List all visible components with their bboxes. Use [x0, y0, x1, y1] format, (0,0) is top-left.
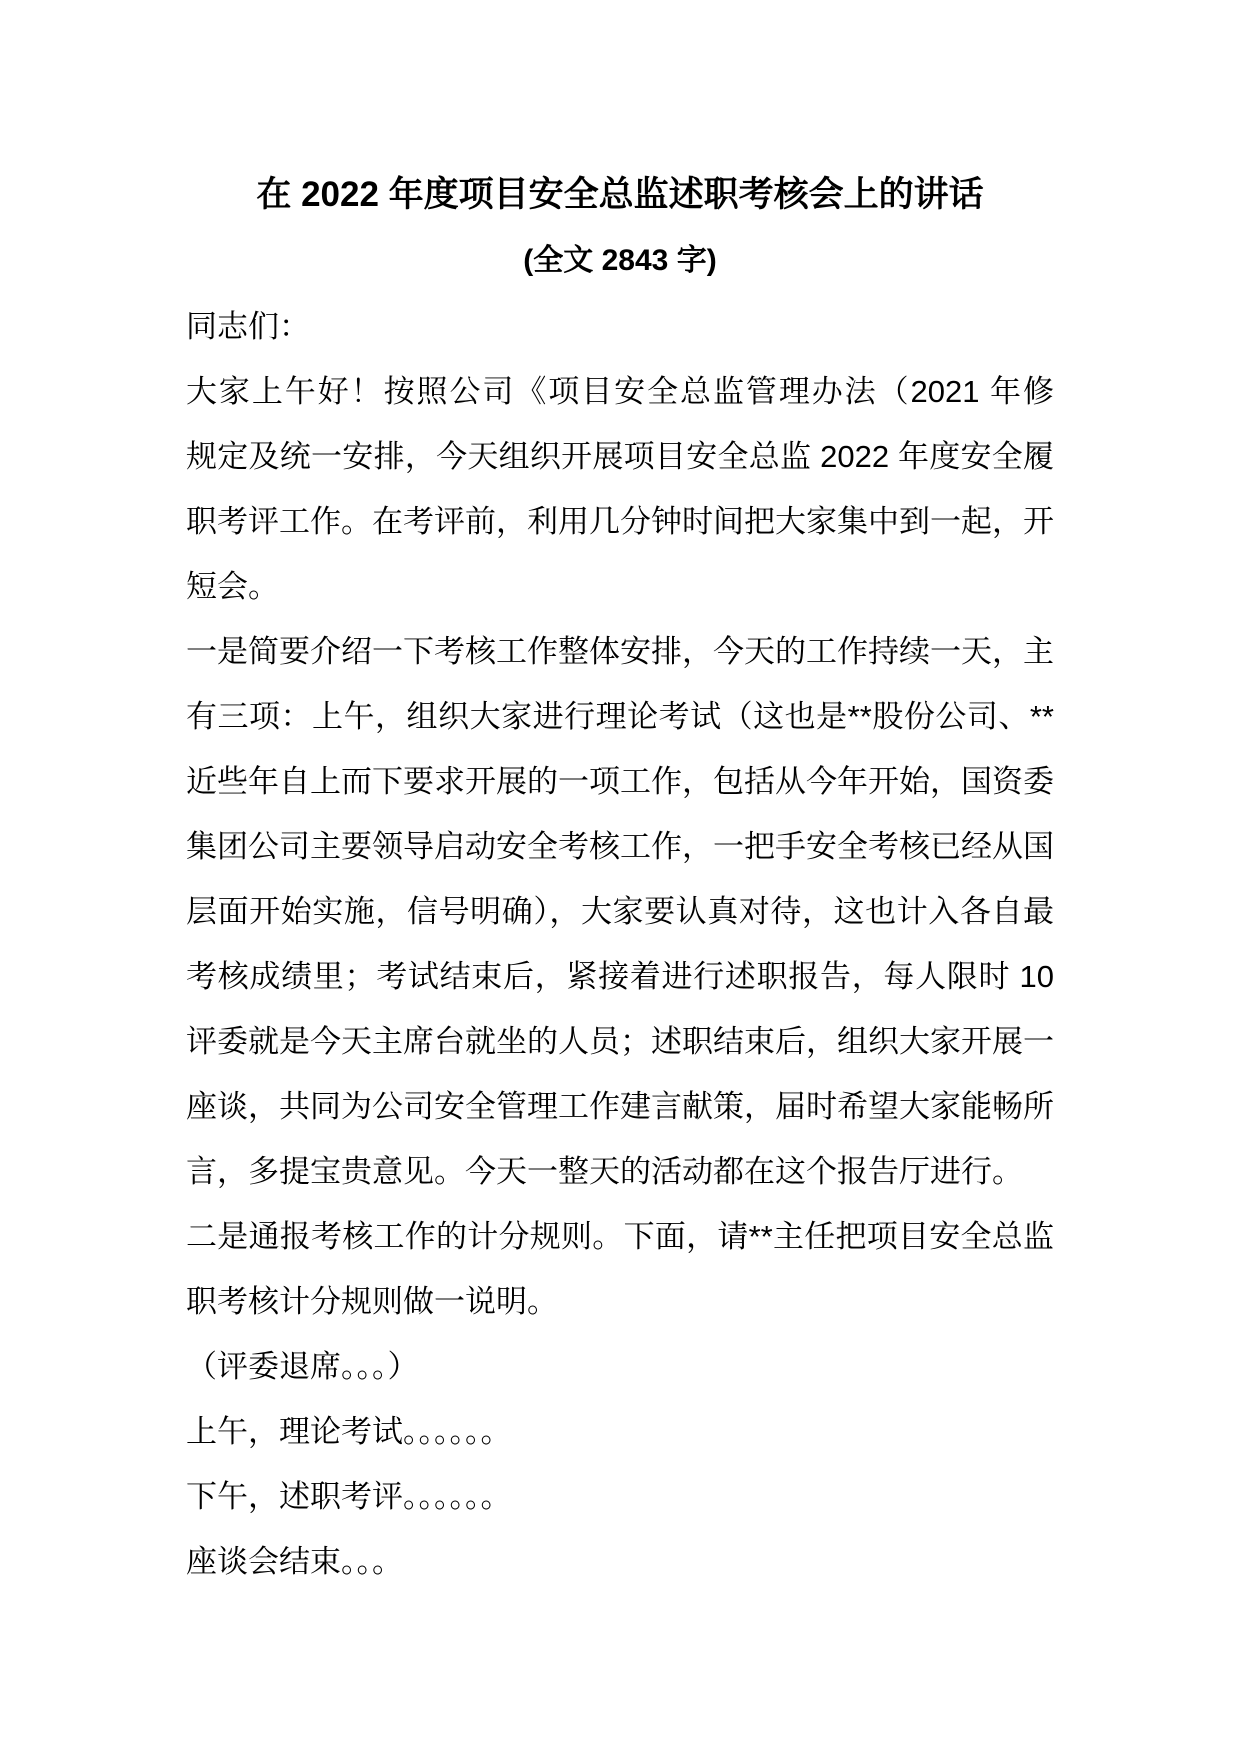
body-line: 座谈，共同为公司安全管理工作建言献策，届时希望大家能畅所	[186, 1089, 1054, 1124]
body-line: 职考核计分规则做一说明。	[186, 1284, 558, 1319]
body-line: 大家上午好！按照公司《项目安全总监管理办法（2021 年修	[186, 374, 1054, 409]
document-title: 在 2022 年度项目安全总监述职考核会上的讲话	[256, 175, 984, 214]
body-line: 言，多提宝贵意见。今天一整天的活动都在这个报告厅进行。	[186, 1154, 1023, 1189]
body-line: 集团公司主要领导启动安全考核工作，一把手安全考核已经从国	[186, 829, 1054, 864]
body-line: 有三项：上午，组织大家进行理论考试（这也是**股份公司、**	[186, 699, 1054, 734]
body-line: （评委退席。。。）	[186, 1349, 419, 1384]
body-line: 规定及统一安排，今天组织开展项目安全总监 2022 年度安全履	[186, 439, 1054, 474]
document-content	[186, 162, 1054, 1594]
body-line: 短会。	[186, 569, 279, 604]
body-line: 上午，理论考试。。。。。。	[186, 1414, 512, 1449]
body-line: 座谈会结束。。。	[186, 1544, 403, 1579]
body-line: 下午，述职考评。。。。。。	[186, 1479, 512, 1514]
body-line: 近些年自上而下要求开展的一项工作，包括从今年开始，国资委	[186, 764, 1054, 799]
body-line: 职考评工作。在考评前，利用几分钟时间把大家集中到一起，开	[186, 504, 1054, 539]
body-line: 层面开始实施，信号明确），大家要认真对待，这也计入各自最	[186, 894, 1054, 929]
body-line: 评委就是今天主席台就坐的人员；述职结束后，组织大家开展一	[186, 1024, 1054, 1059]
document-body	[186, 294, 1054, 1594]
body-line: 一是简要介绍一下考核工作整体安排，今天的工作持续一天，主	[186, 634, 1054, 669]
document-subtitle: (全文 2843 字)	[523, 244, 717, 277]
body-line: 考核成绩里；考试结束后，紧接着进行述职报告，每人限时 10	[186, 959, 1054, 994]
body-line: 二是通报考核工作的计分规则。下面，请**主任把项目安全总监	[186, 1219, 1054, 1254]
body-line: 同志们：	[186, 309, 310, 344]
